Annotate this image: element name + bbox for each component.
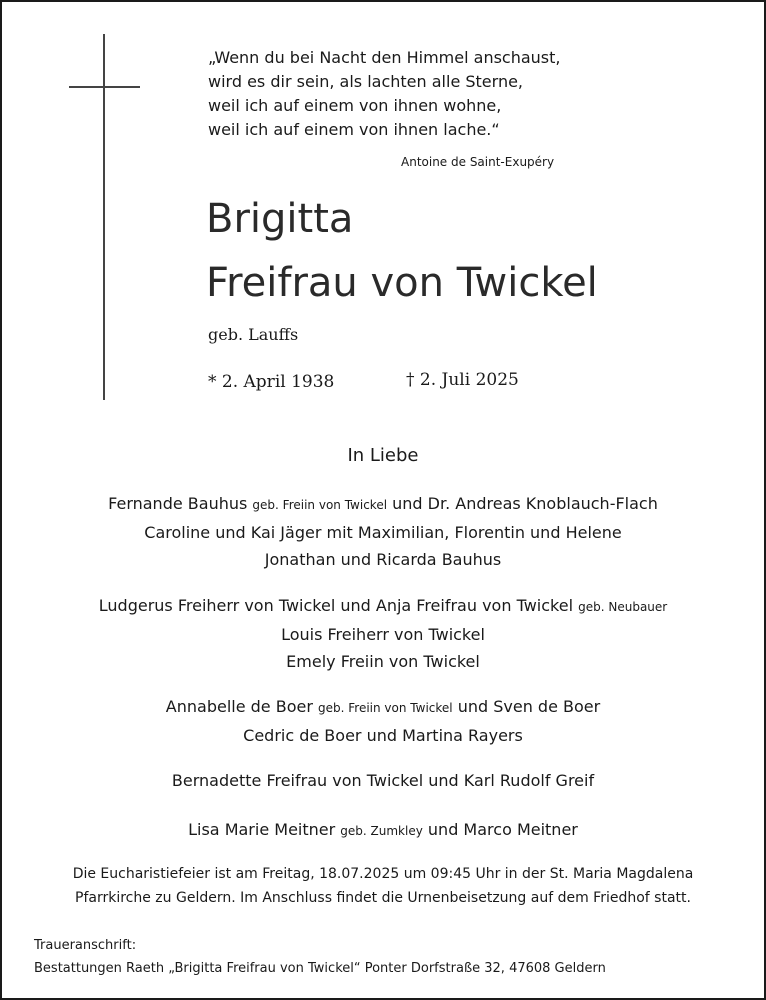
family-line: Caroline und Kai Jäger mit Maximilian, Florentin und Helene bbox=[144, 523, 622, 542]
deceased-last-name: Freifrau von Twickel bbox=[206, 260, 598, 306]
family-group-5 bbox=[2, 816, 764, 845]
service-info bbox=[2, 862, 764, 910]
family-line bbox=[2, 490, 764, 519]
in-love-heading: In Liebe bbox=[347, 445, 419, 466]
family-group-2 bbox=[2, 592, 764, 675]
born-name-note: geb. Freiin von Twickel bbox=[318, 701, 453, 715]
born-name-note: geb. Neubauer bbox=[578, 600, 668, 614]
born-name-note: geb. Freiin von Twickel bbox=[252, 498, 388, 512]
family-line bbox=[2, 816, 764, 845]
family-line: Jonathan und Ricarda Bauhus bbox=[264, 550, 502, 569]
quote-line: „Wenn du bei Nacht den Himmel anschaust, bbox=[208, 48, 561, 67]
family-name: Annabelle de Boer bbox=[165, 697, 313, 716]
family-line: Louis Freiherr von Twickel bbox=[281, 625, 485, 644]
family-name: und Marco Meitner bbox=[427, 820, 578, 839]
family-line bbox=[2, 693, 764, 722]
quote bbox=[208, 46, 561, 142]
quote-author: Antoine de Saint-Exupéry bbox=[401, 155, 555, 169]
family-group-4 bbox=[2, 767, 764, 794]
family-line: Bernadette Freifrau von Twickel und Karl Rudolf Greif bbox=[171, 771, 595, 790]
service-line: Pfarrkirche zu Geldern. Im Anschluss findet die Urnenbeisetzung auf dem Friedhof statt. bbox=[75, 890, 691, 906]
death-date: † 2. Juli 2025 bbox=[406, 370, 519, 390]
deceased-born-name: geb. Lauffs bbox=[208, 325, 299, 344]
birth-date: * 2. April 1938 bbox=[208, 372, 335, 392]
quote-line: weil ich auf einem von ihnen wohne, bbox=[208, 96, 502, 115]
family-group-1 bbox=[2, 490, 764, 573]
mourning-address bbox=[34, 934, 606, 980]
cross-icon-horizontal bbox=[69, 86, 140, 88]
family-group-3 bbox=[2, 693, 764, 749]
address-text: Bestattungen Raeth „Brigitta Freifrau von Twickel“ Ponter Dorfstraße 32, 47608 Geldern bbox=[34, 961, 606, 976]
family-line: Emely Freiin von Twickel bbox=[286, 652, 480, 671]
deceased-first-name: Brigitta bbox=[206, 196, 354, 242]
family-line bbox=[2, 592, 764, 621]
quote-line: wird es dir sein, als lachten alle Sterne, bbox=[208, 72, 524, 91]
born-name-note: geb. Zumkley bbox=[340, 824, 423, 838]
family-name: Ludgerus Freiherr von Twickel und Anja Freifrau von Twickel bbox=[98, 596, 574, 615]
family-name: und Sven de Boer bbox=[457, 697, 601, 716]
family-line: Cedric de Boer und Martina Rayers bbox=[243, 726, 523, 745]
quote-line: weil ich auf einem von ihnen lache.“ bbox=[208, 120, 500, 139]
family-name: Fernande Bauhus bbox=[108, 494, 248, 513]
family-name: Lisa Marie Meitner bbox=[188, 820, 336, 839]
family-name: und Dr. Andreas Knoblauch-Flach bbox=[392, 494, 658, 513]
address-label: Traueranschrift: bbox=[34, 938, 137, 953]
service-line: Die Eucharistiefeier ist am Freitag, 18.07.2025 um 09:45 Uhr in der St. Maria Magdalena bbox=[72, 866, 694, 882]
cross-icon-vertical bbox=[103, 34, 105, 400]
